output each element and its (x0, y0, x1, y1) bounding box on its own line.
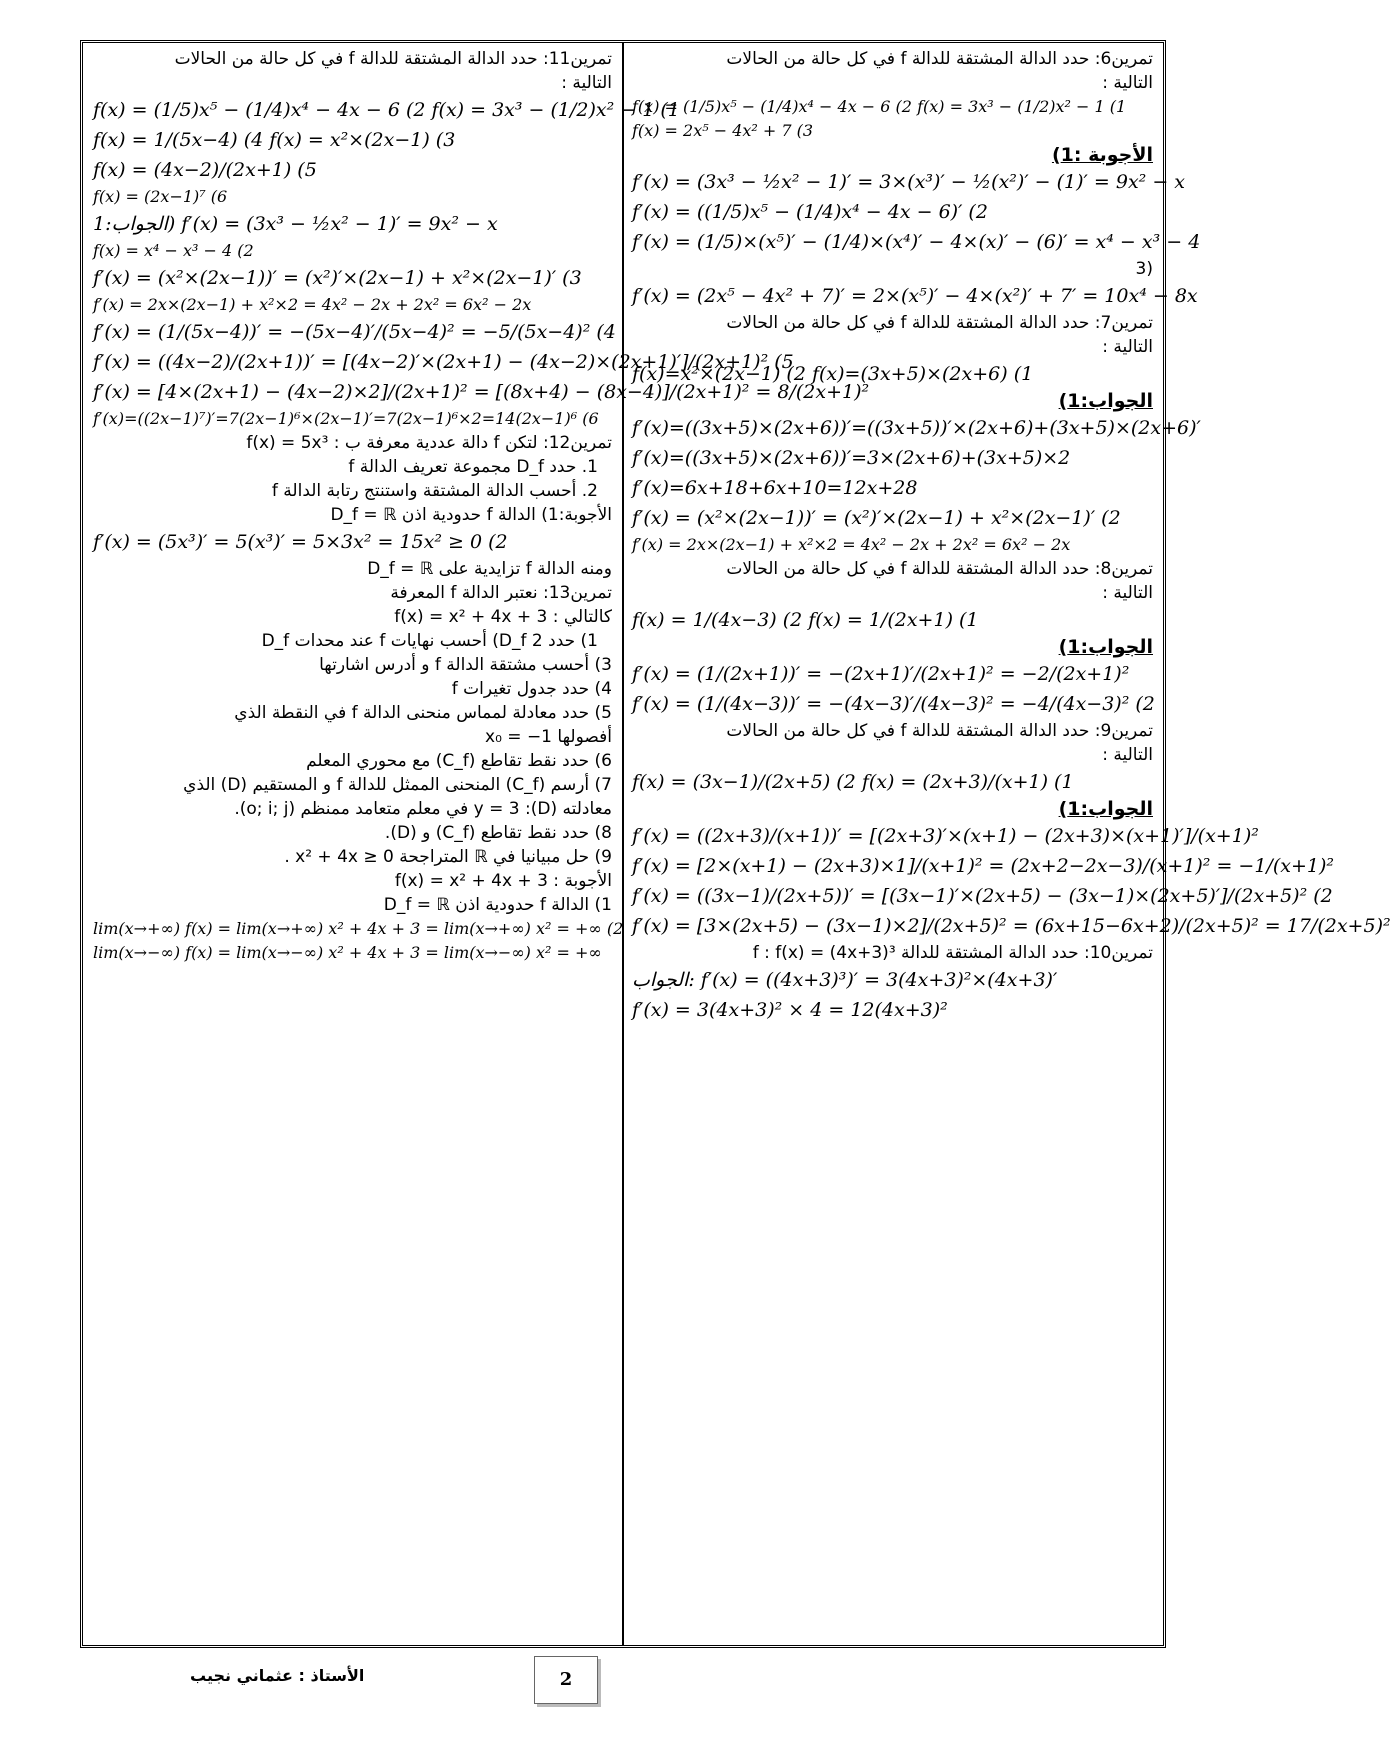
text-line: f′(x) = [4×(2x+1) − (4x−2)×2]/(2x+1)² = [(8x+4) − (8x−4)]/(2x+1)² = 8/(2x+1)² (93, 381, 870, 403)
text-line: lim(x→−∞) f(x) = lim(x→−∞) x² + 4x + 3 = lim(x→−∞) x² = +∞ (93, 943, 602, 962)
text-line: f′(x) = 2x×(2x−1) + x²×2 = 4x² − 2x + 2x² = 6x² − 2x (93, 295, 532, 314)
text-line: f(x) = (1/5)x⁵ − (1/4)x⁴ − 4x − 6 (2 f(x) = 3x³ − (1/2)x² − 1 (1 (632, 97, 1127, 116)
text-line: الجواب: f′(x) = ((4x+3)³)′ = 3(4x+3)²×(4x+3)′ (632, 969, 1058, 991)
page-number: 2 (534, 1656, 598, 1704)
text-line: الجواب:1) (1058, 390, 1153, 412)
text-line: التالية : (1102, 583, 1153, 603)
text-line: f′(x) = ((3x−1)/(2x+5))′ = [(3x−1)′×(2x+5) − (3x−1)×(2x+5)′]/(2x+5)² (2 (632, 885, 1333, 907)
text-line: 7) أرسم (C_f) المنحنى الممثل للدالة f و المستقيم (D) الذي (183, 775, 612, 795)
page-frame (80, 40, 1391, 1648)
text-line: f′(x)=((3x+5)×(2x+6))′=((3x+5))′×(2x+6)+(3x+5)×(2x+6)′ (632, 417, 1201, 439)
text-line: 4) حدد جدول تغيرات f (451, 679, 612, 699)
text-line: معادلته (D): y = 3 في معلم متعامد ممنظم (o; i; j). (234, 799, 612, 819)
text-line: (3 (1135, 259, 1153, 279)
text-line: 1) حدد D_f 2) أحسب نهايات f عند محدات D_f (261, 631, 598, 651)
text-line: 1. حدد D_f مجموعة تعريف الدالة f (348, 457, 598, 477)
text-line: أفصولها x₀ = −1 (485, 727, 612, 747)
text-line: f′(x) = ((4x−2)/(2x+1))′ = [(4x−2)′×(2x+1) − (4x−2)×(2x+1)′]/(2x+1)² (5 (93, 351, 794, 373)
text-line: f′(x)=6x+18+6x+10=12x+28 (632, 477, 918, 499)
text-line: f′(x) = [3×(2x+5) − (3x−1)×2]/(2x+5)² = (6x+15−6x+2)/(2x+5)² = 17/(2x+5)² (632, 915, 1391, 937)
text-line: تمرين11: حدد الدالة المشتقة للدالة f في كل حالة من الحالات (174, 49, 612, 69)
text-line: f′(x) = (5x³)′ = 5(x³)′ = 5×3x² = 15x² ≥ 0 (2 (93, 531, 508, 553)
text-line: تمرين7: حدد الدالة المشتقة للدالة f في كل حالة من الحالات (726, 313, 1153, 333)
text-line: f′(x) = (1/5)×(x⁵)′ − (1/4)×(x⁴)′ − 4×(x)′ − (6)′ = x⁴ − x³ − 4 (632, 231, 1201, 253)
text-line: تمرين9: حدد الدالة المشتقة للدالة f في كل حالة من الحالات (726, 721, 1153, 741)
text-line: f(x) = (2x−1)⁷ (6 (93, 187, 228, 206)
text-line: تمرين6: حدد الدالة المشتقة للدالة f في كل حالة من الحالات (726, 49, 1153, 69)
text-line: f′(x) = (1/(2x+1))′ = −(2x+1)′/(2x+1)² = −2/(2x+1)² (632, 663, 1130, 685)
text-line: التالية : (1102, 745, 1153, 765)
text-line: f(x) = 1/(5x−4) (4 f(x) = x²×(2x−1) (3 (93, 129, 456, 151)
text-line: تمرين12: لتكن f دالة عددية معرفة ب : f(x) = 5x³ (246, 433, 612, 453)
text-line: f(x)=x²×(2x−1) (2 f(x)=(3x+5)×(2x+6) (1 (632, 363, 1034, 385)
text-line: التالية : (1102, 337, 1153, 357)
text-line: f′(x) = (3x³ − ½x² − 1)′ = 3×(x³)′ − ½(x²)′ − (1)′ = 9x² − x (632, 171, 1186, 193)
text-line: 6) حدد نقط تقاطع (C_f) مع محوري المعلم (306, 751, 612, 771)
text-line: f(x) = (4x−2)/(2x+1) (5 (93, 159, 317, 181)
text-line: f(x) = (1/5)x⁵ − (1/4)x⁴ − 4x − 6 (2 f(x) = 3x³ − (1/2)x² − 1 (1 (93, 99, 680, 121)
text-line: f(x) = x⁴ − x³ − 4 (2 (93, 241, 254, 260)
text-line: 3) أحسب مشتقة الدالة f و أدرس اشارتها (319, 655, 612, 675)
text-line: تمرين13: نعتبر الدالة f المعرفة (390, 583, 612, 603)
text-line: f′(x) = 3(4x+3)² × 4 = 12(4x+3)² (632, 999, 948, 1021)
text-line: f′(x) = (1/(4x−3))′ = −(4x−3)′/(4x−3)² = −4/(4x−3)² (2 (632, 693, 1155, 715)
text-line: ومنه الدالة f تزايدية على D_f = ℝ (367, 559, 612, 579)
text-line: f(x) = (3x−1)/(2x+5) (2 f(x) = (2x+3)/(x+1) (1 (632, 771, 1074, 793)
text-line: 9) حل مبيانيا في ℝ المتراجحة x² + 4x ≥ 0 . (284, 847, 612, 867)
text-line: 5) حدد معادلة لمماس منحنى الدالة f في النقطة الذي (234, 703, 612, 723)
text-line: الجواب:1) (1058, 798, 1153, 820)
text-line: التالية : (1102, 73, 1153, 93)
text-line: كالتالي : f(x) = x² + 4x + 3 (394, 607, 612, 627)
teacher-name: الأستاذ : عثماني نجيب (190, 1666, 365, 1685)
text-line: f′(x) = 2x×(2x−1) + x²×2 = 4x² − 2x + 2x² = 6x² − 2x (632, 535, 1071, 554)
text-line: 8) حدد نقط تقاطع (C_f) و (D). (384, 823, 612, 843)
text-line: الأجوبة : f(x) = x² + 4x + 3 (394, 871, 612, 891)
text-line: f′(x) = [2×(x+1) − (2x+3)×1]/(x+1)² = (2x+2−2x−3)/(x+1)² = −1/(x+1)² (632, 855, 1334, 877)
text-line: الأجوبة :1) (1051, 144, 1153, 166)
text-line: f′(x)=((3x+5)×(2x+6))′=3×(2x+6)+(3x+5)×2 (632, 447, 1071, 469)
text-line: تمرين10: حدد الدالة المشتقة للدالة f : f(x) = (4x+3)³ (752, 943, 1153, 963)
text-line: f′(x) = (x²×(2x−1))′ = (x²)′×(2x−1) + x²×(2x−1)′ (2 (632, 507, 1121, 529)
right-column (622, 43, 1391, 1645)
text-line: الأجوبة:1) الدالة f حدودية اذن D_f = ℝ (330, 505, 612, 525)
text-line: lim(x→+∞) f(x) = lim(x→+∞) x² + 4x + 3 = lim(x→+∞) x² = +∞ (2 (93, 919, 624, 938)
text-line: f(x) = 2x⁵ − 4x² + 7 (3 (632, 121, 814, 140)
text-line: 2. أحسب الدالة المشتقة واستنتج رتابة الدالة f (271, 481, 598, 501)
text-line: f′(x)=((2x−1)⁷)′=7(2x−1)⁶×(2x−1)′=7(2x−1)⁶×2=14(2x−1)⁶ (6 (93, 409, 599, 428)
text-line: 1) الدالة f حدودية اذن D_f = ℝ (383, 895, 612, 915)
text-line: f′(x) = (1/(5x−4))′ = −(5x−4)′/(5x−4)² = −5/(5x−4)² (4 (93, 321, 616, 343)
text-line: f′(x) = ((2x+3)/(x+1))′ = [(2x+3)′×(x+1) − (2x+3)×(x+1)′]/(x+1)² (632, 825, 1259, 847)
text-line: التالية : (561, 73, 612, 93)
text-line: الجواب:1) f′(x) = (3x³ − ½x² − 1)′ = 9x² − x (93, 213, 498, 235)
text-line: f′(x) = ((1/5)x⁵ − (1/4)x⁴ − 4x − 6)′ (2 (632, 201, 988, 223)
text-line: f′(x) = (x²×(2x−1))′ = (x²)′×(2x−1) + x²×(2x−1)′ (3 (93, 267, 582, 289)
text-line: الجواب:1) (1058, 636, 1153, 658)
text-line: f(x) = 1/(4x−3) (2 f(x) = 1/(2x+1) (1 (632, 609, 979, 631)
text-line: تمرين8: حدد الدالة المشتقة للدالة f في كل حالة من الحالات (726, 559, 1153, 579)
text-line: f′(x) = (2x⁵ − 4x² + 7)′ = 2×(x⁵)′ − 4×(x²)′ + 7′ = 10x⁴ − 8x (632, 285, 1198, 307)
